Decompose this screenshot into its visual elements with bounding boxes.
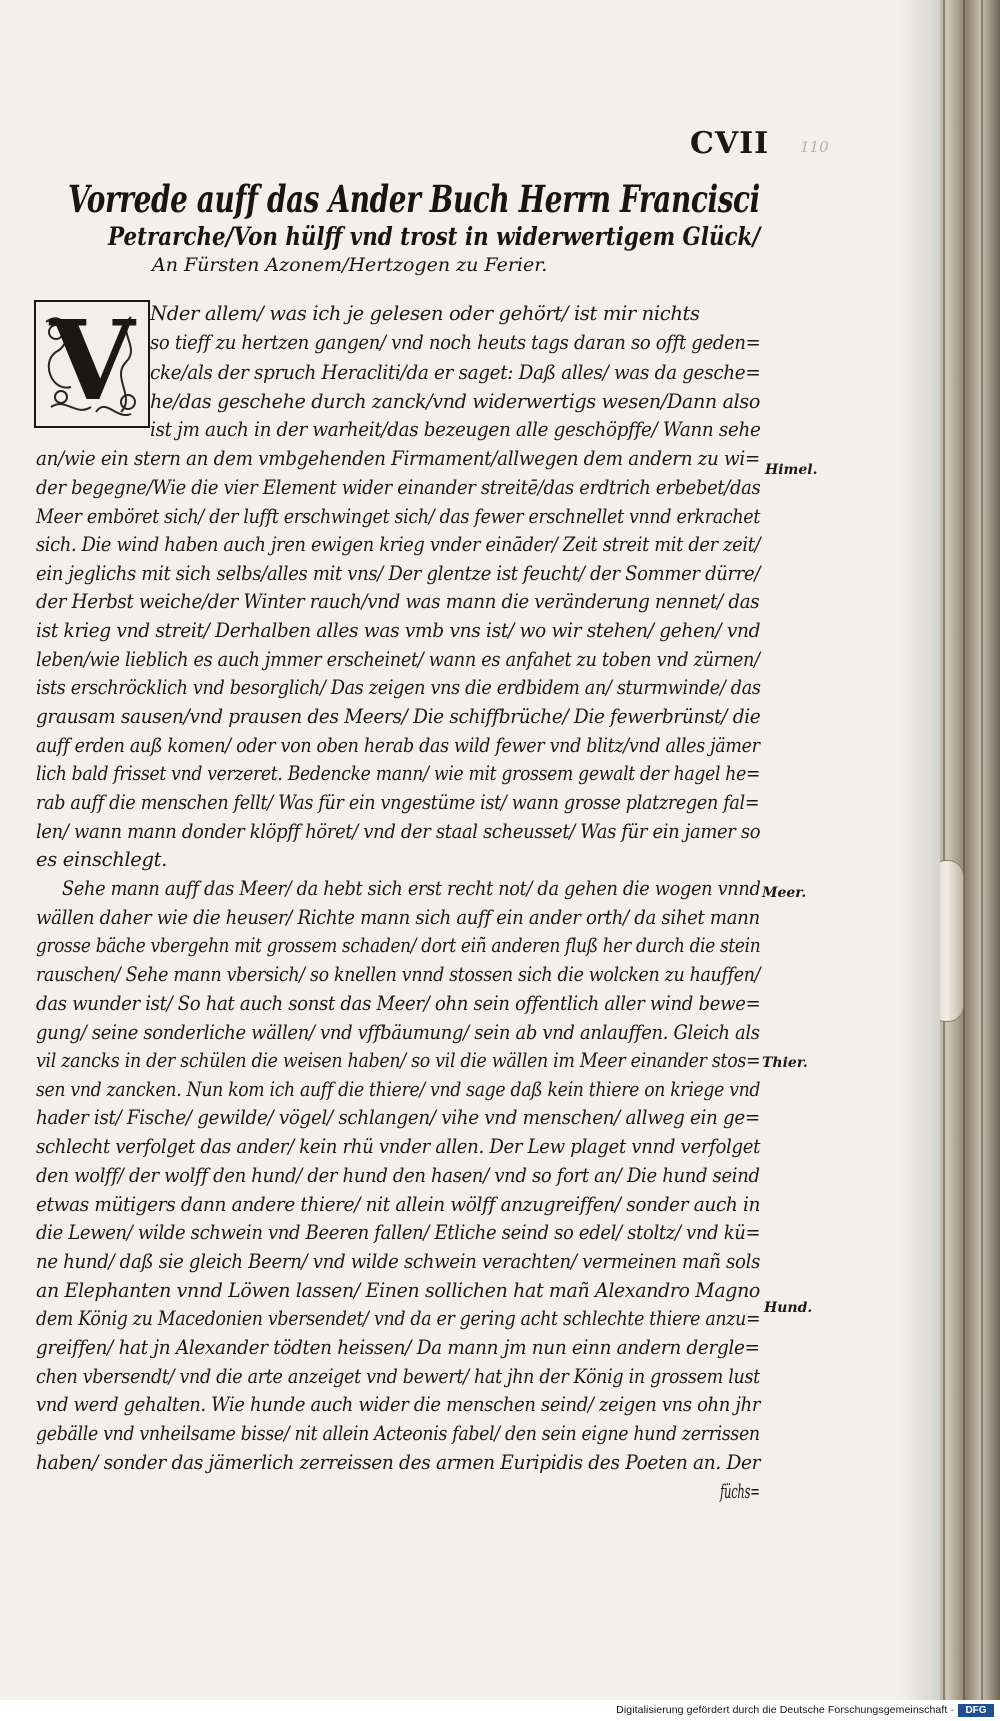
text-line: lich bald frisset vnd verzeret. Bedencke mann/ wie mit grossem gewalt der hagel he= <box>36 762 761 785</box>
text-line: greiffen/ hat jn Alexander tödten heissen/ Da mann jm nun einn andern dergle= <box>36 1336 760 1359</box>
text-line: schlecht verfolget das ander/ kein rhü vnder allen. Der Lew plaget vnnd verfolget <box>36 1135 761 1158</box>
margin-note: Hund. <box>764 1300 813 1316</box>
folio-number: CVII <box>690 126 770 161</box>
text-line: an Elephanten vnnd Löwen lassen/ Einen sollichen hat mañ Alexandro Magno <box>36 1279 760 1302</box>
text-line: etwas mütigers dann andere thiere/ nit allein wölff anzugreiffen/ sonder auch in <box>36 1193 761 1216</box>
text-line: sen vnd zancken. Nun kom ich auff die thiere/ vnd sage daß kein thiere on kriege vnd <box>36 1078 761 1101</box>
edge-line <box>963 0 965 1700</box>
title-line-3: An Fürsten Azonem/Hertzogen zu Ferier. <box>152 254 548 276</box>
pencil-folio: 110 <box>800 138 829 156</box>
text-line: es einschlegt. <box>36 848 167 871</box>
text-line: vnd werd gehalten. Wie hunde auch wider die menschen seind/ zeigen vns ohn jhr <box>36 1393 761 1416</box>
text-line: gebälle vnd vnheilsame bisse/ nit allein Acteonis fabel/ den sein eigne hund zerrissen <box>36 1422 760 1445</box>
text-line: Meer emböret sich/ der lufft erschwinget sich/ das fewer erschnellet vnnd erkrachet <box>36 505 761 528</box>
text-line: grosse bäche vbergehn mit grossem schaden/ dort eiñ anderen fluß her durch die stein <box>36 934 761 957</box>
margin-note: Thier. <box>762 1055 808 1071</box>
text-line: Nder allem/ was ich je gelesen oder gehört/ ist mir nichts <box>150 302 700 325</box>
edge-line <box>981 0 983 1700</box>
text-line: an/wie ein stern an dem vmbgehenden Firmament/allwegen dem andern zu wi= <box>36 447 760 470</box>
decorated-initial <box>34 296 150 428</box>
text-line: Sehe mann auff das Meer/ da hebt sich erst recht not/ da gehen die wogen vnnd <box>62 877 761 900</box>
title-line-2: Petrarche/Von hülff vnd trost in widerwertigem Glück/ <box>108 222 761 251</box>
text-line: hader ist/ Fische/ gewilde/ vögel/ schlangen/ vihe vnd menschen/ allweg ein ge= <box>36 1106 760 1129</box>
text-line: chen vbersendt/ vnd die arte anzeiget vnd bewert/ hat jhn der König in grossem lust <box>36 1365 760 1388</box>
text-line: len/ wann mann donder klöpff höret/ vnd der staal scheusset/ Was für ein jamer so <box>36 820 761 843</box>
edge-line <box>943 0 945 1700</box>
text-line: auff erden auß komen/ oder von oben herab das wild fewer vnd blitz/vnd alles jämer <box>36 734 760 757</box>
dfg-logo: DFG <box>958 1704 994 1717</box>
text-line: der Herbst weiche/der Winter rauch/vnd was mann die veränderung nennet/ das <box>36 590 760 613</box>
text-line: rab auff die menschen fellt/ Was für ein vngestüme ist/ wann grosse platzregen fal= <box>36 791 760 814</box>
text-line: die Lewen/ wilde schwein vnd Beeren fallen/ Etliche seind so edel/ stoltz/ vnd kü= <box>36 1221 761 1244</box>
text-line: haben/ sonder das jämerlich zerreissen des armen Euripidis des Poeten an. Der <box>36 1451 761 1474</box>
text-line: dem König zu Macedonien vbersendet/ vnd da er gering acht schlechte thiere anzu= <box>36 1307 761 1330</box>
text-line: den wolff/ der wolff den hund/ der hund den hasen/ vnd so fort an/ Die hund seind <box>36 1164 760 1187</box>
text-line: das wunder ist/ So hat auch sonst das Meer/ ohn sein offentlich aller wind bewe= <box>36 992 761 1015</box>
text-line: ist krieg vnd streit/ Derhalben alles was vmb vns ist/ wo wir stehen/ gehen/ vnd <box>36 619 761 642</box>
page-gutter-shadow <box>900 0 940 1700</box>
text-line: ist jm auch in der warheit/das bezeugen alle geschöpffe/ Wann sehe <box>150 418 761 441</box>
margin-note: Himel. <box>765 462 818 478</box>
margin-note: Meer. <box>762 885 807 901</box>
text-line: rauschen/ Sehe mann vbersich/ so knellen vnnd stossen sich die wolcken zu hauffen/ <box>36 963 761 986</box>
text-line: der begegne/Wie die vier Element wider einander streitē/das erdtrich erbebet/das <box>36 476 761 499</box>
text-line: ne hund/ daß sie gleich Beern/ vnd wilde schwein verachten/ vermeinen mañ sols <box>36 1250 761 1273</box>
text-line: grausam sausen/vnd prausen des Meers/ Die schiffbrüche/ Die fewerbrünst/ die <box>36 705 761 728</box>
text-line: leben/wie lieblich es auch jmmer erscheinet/ wann es anfahet zu toben vnd zürnen/ <box>36 648 760 671</box>
text-line: so tieff zu hertzen gangen/ vnd noch heuts tags daran so offt geden= <box>150 331 761 354</box>
title-line-1: Vorrede auff das Ander Buch Herrn Francisci <box>68 177 760 221</box>
text-line: füchs= <box>720 1480 760 1503</box>
text-line: wällen daher wie die heuser/ Richte mann sich auff ein ander orth/ da sihet mann <box>36 906 760 929</box>
text-line: sich. Die wind haben auch jren ewigen krieg vnder eināder/ Zeit streit mit der zeit/ <box>36 533 761 556</box>
initial-letter: V <box>49 296 135 425</box>
text-line: he/das geschehe durch zanck/vnd widerwertigs wesen/Dann also <box>150 390 760 413</box>
text-line: cke/als der spruch Heracliti/da er saget: Daß alles/ was da gesche= <box>150 361 761 384</box>
text-line: gung/ seine sonderliche wällen/ vnd vffbäumung/ sein ab vnd anlauffen. Gleich als <box>36 1021 760 1044</box>
footer-credit: Digitalisierung gefördert durch die Deutsche Forschungsgemeinschaft · <box>616 1704 954 1716</box>
text-line: vil zancks in der schülen die weisen haben/ so vil die wällen im Meer einander stos= <box>36 1049 761 1072</box>
footer-bar <box>0 1700 1000 1721</box>
text-line: ein jeglichs mit sich selbs/alles mit vns/ Der glentze ist feucht/ der Sommer dürre/ <box>36 562 761 585</box>
text-line: ists erschröcklich vnd besorglich/ Das zeigen vns die erdbidem an/ sturmwinde/ das <box>36 676 761 699</box>
